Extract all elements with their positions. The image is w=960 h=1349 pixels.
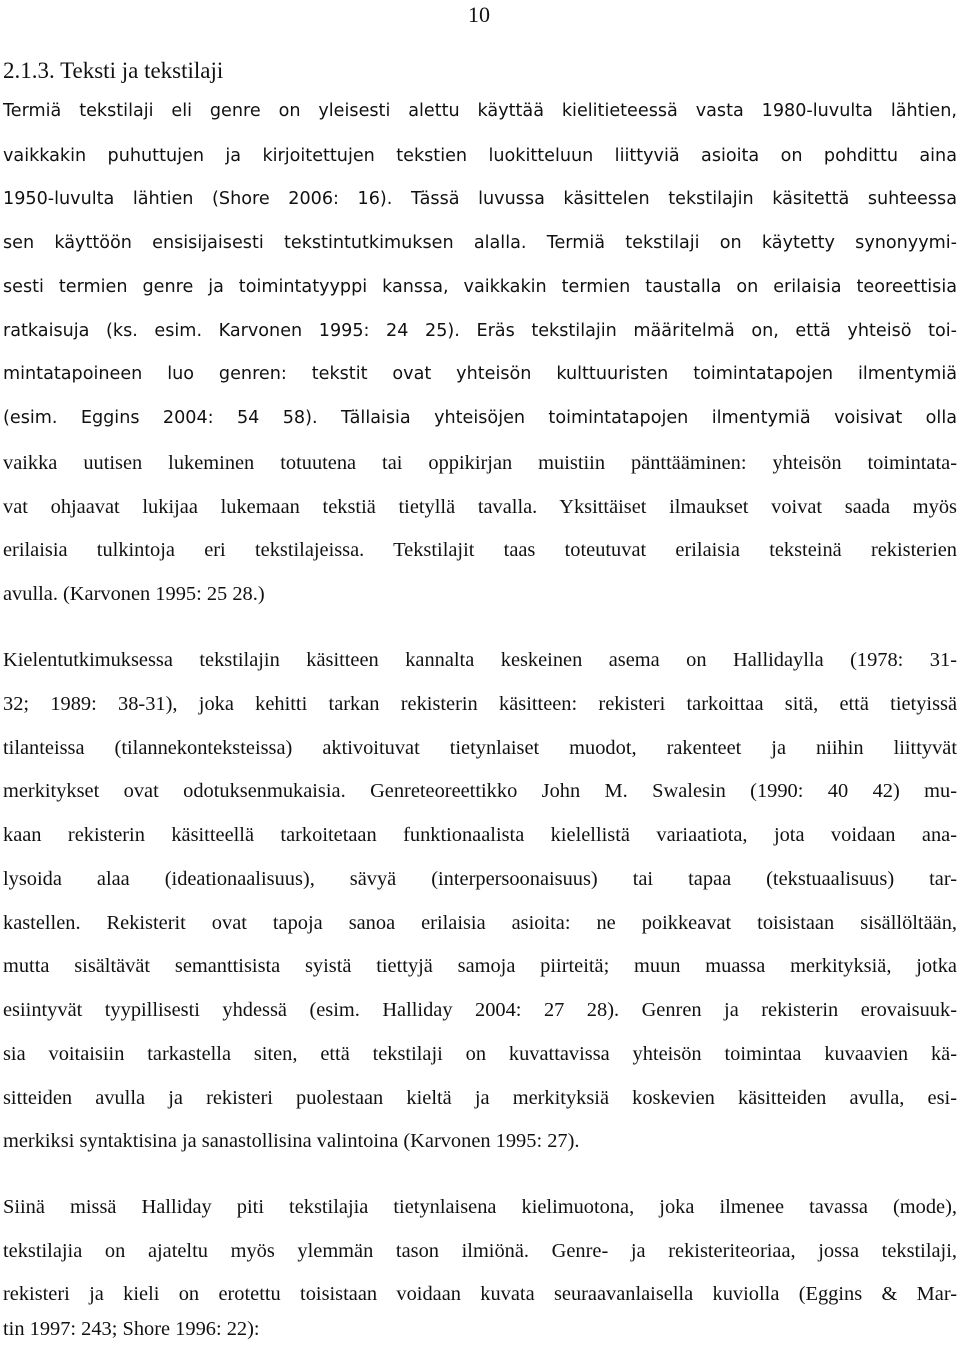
text-line: rekisteri ja kieli on erotettu toisistaan voidaan kuvata seuraavanlaisella kuviolla (Eggins & Mar- <box>3 1283 957 1305</box>
text-line: tin 1997: 243; Shore 1996: 22): <box>3 1318 260 1340</box>
text-line: (esim. Eggins 2004: 54 58). Tällaisia yhteisöjen toimintatapojen ilmentymiä voisivat olla <box>3 408 957 428</box>
text-line: erilaisia tulkintoja eri tekstilajeissa. Tekstilajit taas toteutuvat erilaisia teksteinä rekisterien <box>3 539 957 561</box>
text-line: Kielentutkimuksessa tekstilajin käsitteen kannalta keskeinen asema on Hallidaylla (1978: 31- <box>3 649 957 671</box>
text-line: lysoida alaa (ideationaalisuus), sävyä (interpersoonaisuus) tai tapaa (tekstuaalisuus) tar- <box>3 868 957 890</box>
text-line: mutta sisältävät semanttisista syistä tiettyjä samoja piirteitä; muun muassa merkityksiä, jotka <box>3 955 957 977</box>
text-line: sitteiden avulla ja rekisteri puolestaan kieltä ja merkityksiä koskevien käsitteiden avulla, esi- <box>3 1087 957 1109</box>
text-line: esiintyvät tyypillisesti yhdessä (esim. Halliday 2004: 27 28). Genren ja rekisterin erovaisuuk- <box>3 999 957 1021</box>
text-line: tekstilajia on ajateltu myös ylemmän tason ilmiönä. Genre- ja rekisteriteoriaa, jossa tekstilaji, <box>3 1240 957 1262</box>
text-line: sesti termien genre ja toimintatyyppi kanssa, vaikkakin termien taustalla on erilaisia teoreettisia <box>3 277 957 297</box>
text-line: vat ohjaavat lukijaa lukemaan tekstiä tietyllä tavalla. Yksittäiset ilmaukset voivat saada myös <box>3 496 957 518</box>
text-line: Termiä tekstilaji eli genre on yleisesti alettu käyttää kielitieteessä vasta 1980-luvulta lähtien, <box>3 101 957 121</box>
text-line: merkiksi syntaktisina ja sanastollisina valintoina (Karvonen 1995: 27). <box>3 1130 580 1152</box>
section-heading: 2.1.3. Teksti ja tekstilaji <box>3 58 224 83</box>
page-number: 10 <box>468 2 490 27</box>
text-line: kastellen. Rekisterit ovat tapoja sanoa erilaisia asioita: ne poikkeavat toisistaan sisällöltään, <box>3 912 957 934</box>
text-line: merkitykset ovat odotuksenmukaisia. Genreteoreettikko John M. Swalesin (1990: 40 42) mu- <box>3 780 957 802</box>
text-line: mintatapoineen luo genren: tekstit ovat yhteisön kulttuuristen toimintatapojen ilmentymiä <box>3 364 957 384</box>
text-line: 32; 1989: 38-31), joka kehitti tarkan rekisterin käsitteen: rekisteri tarkoittaa sitä, että tietyissä <box>3 693 957 715</box>
text-line: tilanteissa (tilannekonteksteissa) aktivoituvat tietynlaiset muodot, rakenteet ja niihin liittyvät <box>3 737 957 759</box>
text-line: vaikkakin puhuttujen ja kirjoitettujen tekstien luokitteluun liittyviä asioita on pohdittu aina <box>3 146 957 166</box>
text-line: sen käyttöön ensisijaisesti tekstintutkimuksen alalla. Termiä tekstilaji on käytetty synonyymi- <box>3 233 957 253</box>
text-line: 1950-luvulta lähtien (Shore 2006: 16). Tässä luvussa käsittelen tekstilajin käsitettä suhteessa <box>3 189 957 209</box>
text-line: vaikka uutisen lukeminen totuutena tai oppikirjan muistiin pänttääminen: yhteisön toimintata- <box>3 452 957 474</box>
text-line: ratkaisuja (ks. esim. Karvonen 1995: 24 25). Eräs tekstilajin määritelmä on, että yhteisö toi- <box>3 321 957 341</box>
text-line: avulla. (Karvonen 1995: 25 28.) <box>3 583 265 605</box>
text-line: kaan rekisterin käsitteellä tarkoitetaan funktionaalista kielellistä variaatiota, jota voidaan ana- <box>3 824 957 846</box>
text-line: Siinä missä Halliday piti tekstilajia tietynlaisena kielimuotona, joka ilmenee tavassa (mode), <box>3 1196 957 1218</box>
text-line: sia voitaisiin tarkastella siten, että tekstilaji on kuvattavissa yhteisön toimintaa kuvaavien kä- <box>3 1043 957 1065</box>
